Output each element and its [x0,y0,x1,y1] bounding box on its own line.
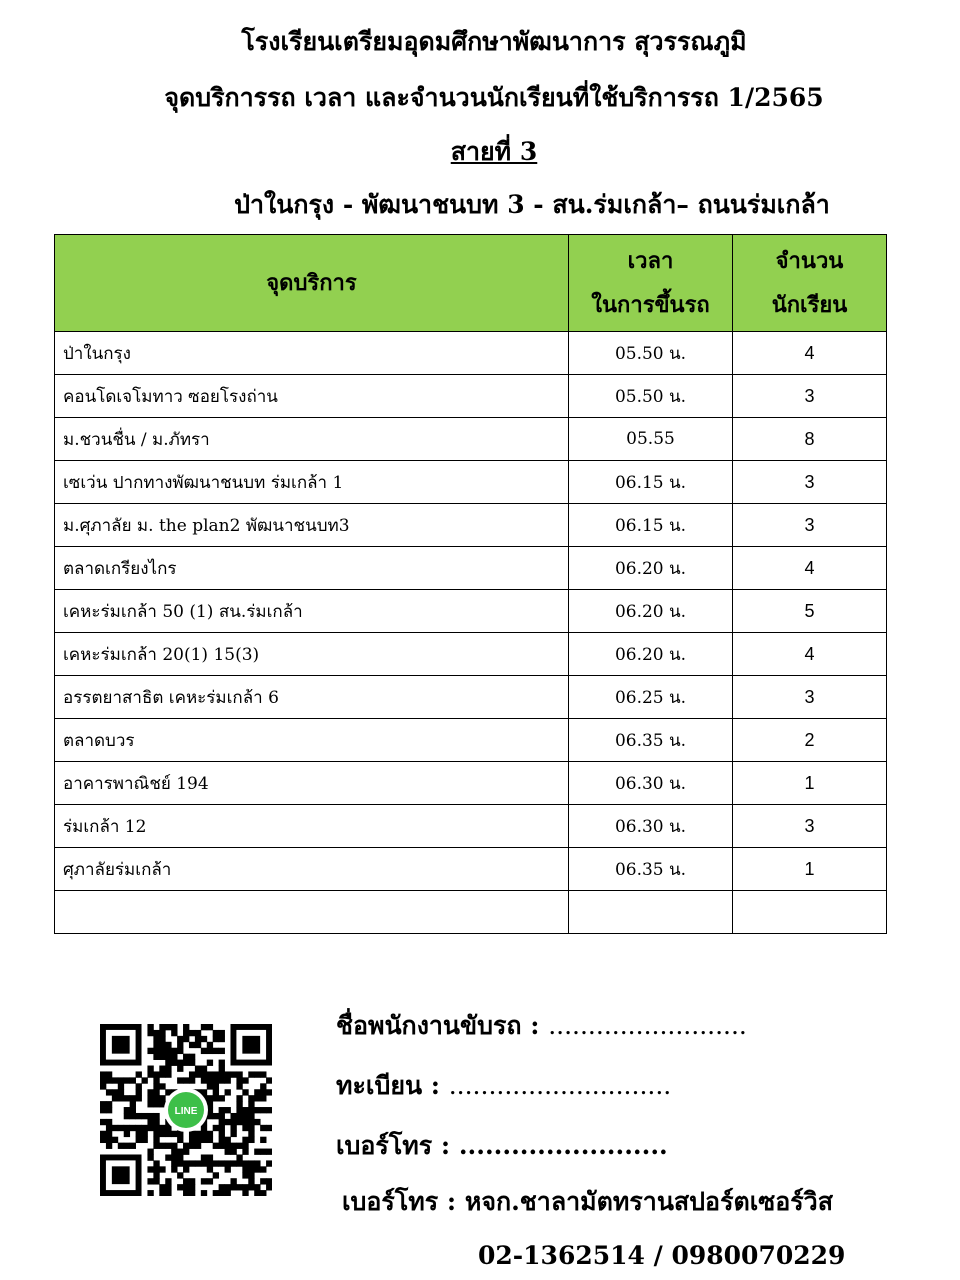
time-cell: 05.50 น. [569,375,733,418]
count-cell: 3 [733,676,887,719]
driver-name-line [336,1010,747,1042]
service-point-cell: ม.ศุภาลัย ม. the plan2 พัฒนาชนบท3 [55,504,569,547]
plate-label: ทะเบียน : [336,1071,440,1100]
table-row [55,375,887,418]
driver-value: ......................... [548,1011,747,1040]
company-numbers: 02-1362514 / 0980070229 [478,1241,846,1270]
company-name: หจก.ชาลามัตทรานสปอร์ตเซอร์วิส [464,1187,833,1216]
time-cell [569,891,733,934]
route-path: ป่าในกรุง - พัฒนาชนบท 3 - สน.ร่มเกล้า– ถนนร่มเกล้า [234,190,830,219]
plate-value: ............................ [448,1071,672,1100]
service-point-cell: เคหะร่มเกล้า 20(1) 15(3) [55,633,569,676]
time-cell: 06.35 น. [569,848,733,891]
header-time-line1: เวลา [627,248,674,274]
service-point-cell: เคหะร่มเกล้า 50 (1) สน.ร่มเกล้า [55,590,569,633]
count-cell: 1 [733,848,887,891]
count-cell: 1 [733,762,887,805]
count-cell: 8 [733,418,887,461]
table-row [55,719,887,762]
service-point-cell: เซเว่น ปากทางพัฒนาชนบท ร่มเกล้า 1 [55,461,569,504]
company-phone-line [342,1186,833,1218]
table-row [55,547,887,590]
table-row [55,891,887,934]
plate-line [336,1070,671,1102]
header-time-line2: ในการขึ้นรถ [591,292,710,318]
table-row [55,805,887,848]
table-row [55,676,887,719]
time-cell: 06.25 น. [569,676,733,719]
document-subtitle: จุดบริการรถ เวลา และจำนวนนักเรียนที่ใช้บริการรถ 1/2565 [164,83,824,112]
count-cell: 3 [733,461,887,504]
table-row [55,461,887,504]
service-point-cell: ม.ชวนชื่น / ม.ภัทรา [55,418,569,461]
company-phone-label: เบอร์โทร : [342,1187,457,1216]
service-point-cell: ตลาดเกรียงไกร [55,547,569,590]
count-cell: 4 [733,332,887,375]
count-cell: 5 [733,590,887,633]
header-count-line2: นักเรียน [771,292,848,318]
service-point-cell [55,891,569,934]
service-point-cell: อาคารพาณิชย์ 194 [55,762,569,805]
time-cell: 05.55 [569,418,733,461]
count-cell: 2 [733,719,887,762]
time-cell: 06.20 น. [569,547,733,590]
time-cell: 06.30 น. [569,805,733,848]
phone-label: เบอร์โทร : [336,1131,451,1160]
time-cell: 06.15 น. [569,461,733,504]
service-point-cell: คอนโดเจโมทาว ซอยโรงถ่าน [55,375,569,418]
line-qr-code [100,1024,272,1196]
table-row [55,332,887,375]
header-time [569,235,733,332]
school-title: โรงเรียนเตรียมอุดมศึกษาพัฒนาการ สุวรรณภูมิ [241,27,747,56]
driver-label: ชื่อพนักงานขับรถ : [336,1011,540,1040]
service-point-cell: อรรตยาสาธิต เคหะร่มเกล้า 6 [55,676,569,719]
time-cell: 06.20 น. [569,633,733,676]
count-cell: 3 [733,504,887,547]
route-number: สายที่ 3 [450,137,538,166]
time-cell: 06.35 น. [569,719,733,762]
count-cell: 3 [733,375,887,418]
count-cell: 3 [733,805,887,848]
table-row [55,418,887,461]
time-cell: 05.50 น. [569,332,733,375]
service-point-cell: ป่าในกรุง [55,332,569,375]
time-cell: 06.15 น. [569,504,733,547]
header-service-point: จุดบริการ [55,235,569,332]
service-point-cell: ร่มเกล้า 12 [55,805,569,848]
table-row [55,762,887,805]
time-cell: 06.30 น. [569,762,733,805]
table-header-row [55,235,887,332]
table-row [55,590,887,633]
phone-value: ........................ [458,1131,668,1160]
count-cell [733,891,887,934]
service-point-cell: ตลาดบวร [55,719,569,762]
time-cell: 06.20 น. [569,590,733,633]
bus-schedule-table [54,234,887,934]
count-cell: 4 [733,547,887,590]
line-logo-text: LINE [174,1106,198,1117]
header-count-line1: จำนวน [775,248,844,274]
count-cell: 4 [733,633,887,676]
service-point-cell: ศุภาลัยร่มเกล้า [55,848,569,891]
header-count [733,235,887,332]
table-row [55,633,887,676]
table-row [55,848,887,891]
table-row [55,504,887,547]
driver-phone-line [336,1130,668,1162]
